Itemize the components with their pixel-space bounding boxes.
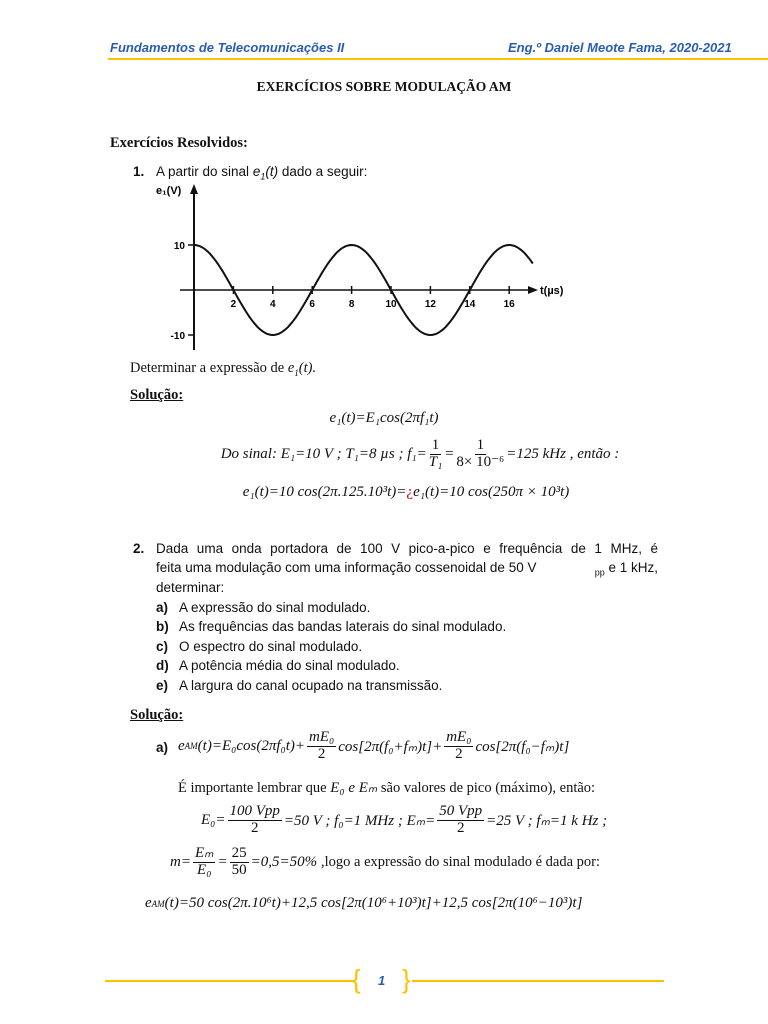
q2-item-text: A potência média do sinal modulado.	[179, 658, 400, 674]
formula-e1-result: e₁(t)=10 cos(2π.125.10³t)= ¿ e₁(t)=10 cos(250π × 10³t)	[242, 484, 570, 500]
x-tick-label: 10	[385, 299, 397, 310]
header-divider	[108, 58, 768, 60]
formula-values: E₀= $\frac{\text{100 Vpp}}{2}$ =50 V ; f₀=1 MHz ; Eₘ= $\frac{\text{50 Vpp}}{2}$ =25 V ; fₘ=1 k Hz ;	[201, 803, 608, 836]
q2-item-label: e)	[156, 677, 169, 693]
footer-line-right	[412, 980, 664, 982]
footer-line-left	[105, 980, 355, 982]
formula-modulation-index: m= $\frac{\text{Eₘ}}{\text{E₀}}$ = $\frac{25}{50}$ =0,5=50% , logo a expressão do sinal modulado é dada por:	[170, 845, 601, 878]
section-heading: Exercícios Resolvidos:	[110, 135, 248, 151]
q2-item-text: As frequências das bandas laterais do sinal modulado.	[179, 619, 507, 635]
q2-line-1: Dada uma onda portadora de 100 V pico-a-pico e frequência de 1 MHz, é	[156, 541, 658, 556]
q2-line-2: feita uma modulação com uma informação cossenoidal de 50 V $_{pp}$ e 1 kHz,	[156, 560, 658, 578]
x-tick-label: 14	[464, 299, 476, 310]
q2-item-text: A expressão do sinal modulado.	[179, 600, 371, 615]
q2-item-label: b)	[156, 619, 169, 635]
formula-e1: e₁(t)=E₁cos(2πf₁t)	[329, 410, 439, 426]
x-tick-label: 4	[270, 299, 276, 310]
x-axis-label: t(µs)	[540, 285, 564, 297]
q1-text: A partir do sinal $e_1(t)$ dado a seguir:	[156, 164, 368, 182]
q2-item-text: A largura do canal ocupado na transmissão.	[179, 677, 443, 693]
answer-a-label: a)	[156, 740, 169, 755]
q2-number: 2.	[133, 541, 145, 556]
q2-item-label: d)	[156, 658, 169, 674]
q1-determine: Determinar a expressão de $e_1(t)$.	[130, 360, 317, 378]
q2-item-text: O espectro do sinal modulado.	[179, 638, 363, 654]
formula-eam-general: e AM (t)=E₀cos(2πf₀t)+ $\frac{\text{mE₀}}{2}$ cos[2π(f₀+fₘ)t]+ $\frac{\text{mE₀}}{2}$ cos[2π(f₀−fₘ)t]	[178, 729, 570, 762]
formula-parameters: Do sinal: E₁=10 V ; T₁=8 µs ; f₁= $\frac{1}{\text{T₁}}$ = $\frac{1}{\text{8× 10⁻⁶}}$ =125 kHz , então :	[220, 437, 620, 470]
solution-label-2: Solução:	[130, 707, 184, 723]
y-axis-arrow	[190, 184, 198, 194]
page-title: EXERCÍCIOS SOBRE MODULAÇÃO AM	[256, 79, 512, 94]
x-tick-label: 12	[424, 299, 436, 310]
q2-item-label: c)	[156, 638, 169, 654]
header-course: Fundamentos de Telecomunicações II	[110, 40, 345, 55]
signal-graph	[140, 180, 580, 360]
x-tick-label: 16	[503, 299, 515, 310]
formula-eam-result: e AM (t)=50 cos(2π.10⁶t)+12,5 cos[2π(10⁶+10³)t]+12,5 cos[2π(10⁶−10³)t]	[145, 895, 583, 911]
note-peak-values: É importante lembrar que E₀ e Eₘ são valores de pico (máximo), então:	[178, 780, 596, 796]
footer-bracket-open: {	[352, 964, 361, 994]
q1-number: 1.	[133, 164, 145, 179]
y-tick-label: -10	[170, 331, 185, 342]
y-axis-label: e₁(V)	[156, 185, 182, 197]
x-axis-arrow	[528, 286, 538, 294]
x-tick-label: 2	[230, 299, 237, 310]
solution-label-1: Solução:	[130, 387, 184, 403]
x-tick-label: 6	[309, 299, 315, 310]
footer-bracket-close: }	[402, 964, 411, 994]
page-number: 1	[378, 973, 386, 988]
q2-line-3: determinar:	[156, 580, 225, 595]
q2-item-label: a)	[156, 600, 169, 615]
x-tick-label: 8	[348, 299, 355, 310]
header-author: Eng.º Daniel Meote Fama, 2020-2021	[508, 40, 732, 55]
y-tick-label: 10	[173, 241, 185, 252]
